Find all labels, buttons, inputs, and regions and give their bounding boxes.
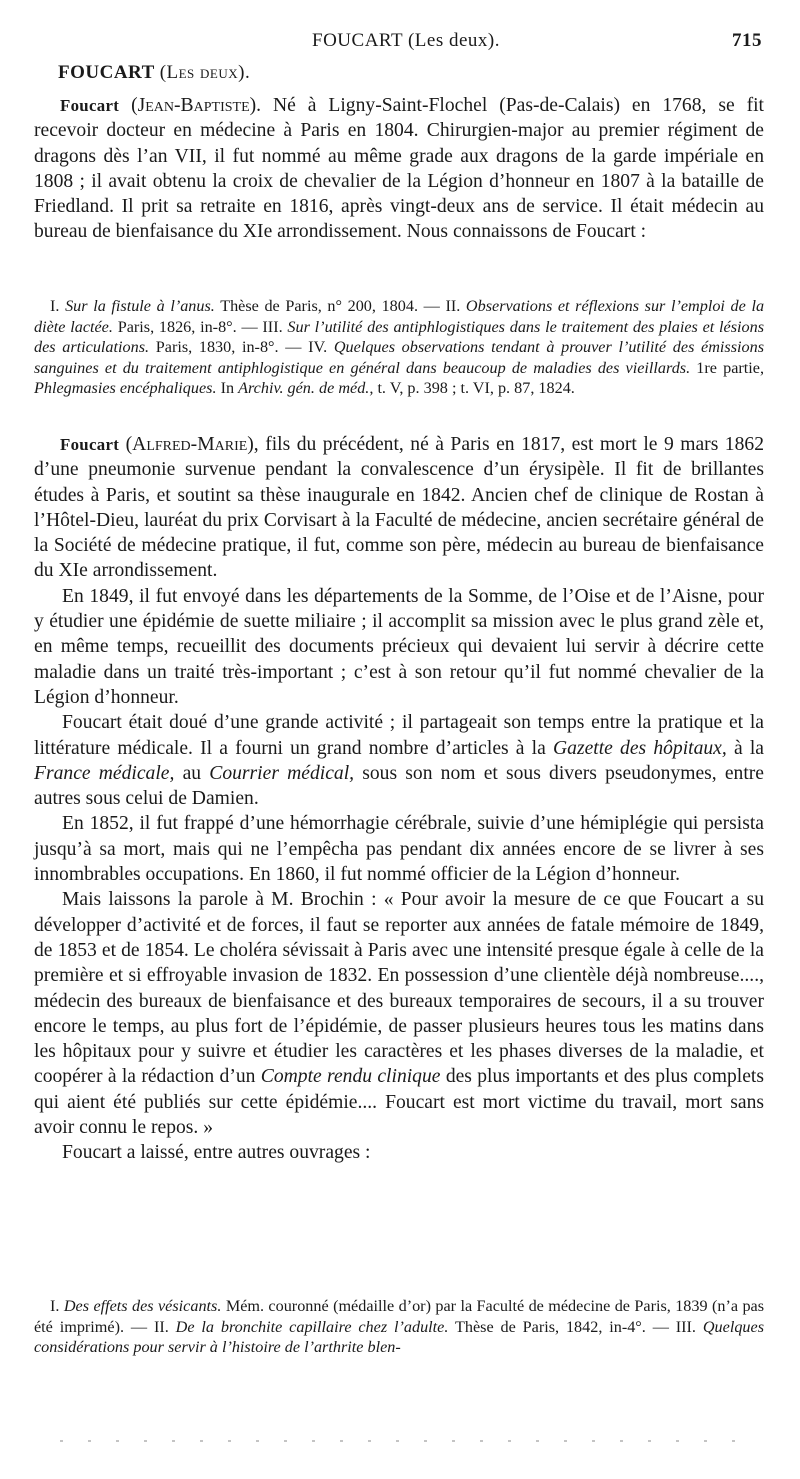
paragraph-1 (34, 432, 764, 584)
work-title: Sur l’utilité des antiphlogistiques dans le traitement des plaies et lésions des articulations. (34, 317, 765, 356)
work-publication: Mém. couronné (médaille d’or) par la Faculté de médecine de Paris, 1839 (n’a pas été imprimé). — (34, 1297, 765, 1336)
journal-gazette: Gazette des hôpitaux, (553, 737, 727, 759)
compte-rendu-title: Compte rendu clinique (260, 1066, 441, 1088)
work-title: De la bronchite capillaire chez l’adulte. (175, 1317, 449, 1336)
work-volume: t. V, p. 398 ; t. VI, p. 87, 1824. (377, 379, 575, 397)
entry-given-name: (Alfred-Marie), (125, 434, 259, 455)
work-publication: Paris, 1826, in-8°. — (117, 317, 258, 336)
section-title-sub: (Les deux). (159, 62, 251, 83)
bleed-through-marks (60, 1440, 760, 1442)
paragraph-2: En 1849, il fut envoyé dans les départements de la Somme, de l’Oise et de l’Aisne, pour y étudier une épidémie de suette miliaire ; il accomplit sa mission avec le plus grand zèle et, en même temps, recueillit des documents précieux qui devaient lui servir à décrire cette maladie dans un traité très-important ; c’est à son retour qu’il fut nommé chevalier de la Légion d’honneur. (34, 585, 764, 708)
journal-france: France médicale, (34, 762, 175, 784)
work-title: Quelques considérations pour servir à l’histoire de l’arthrite blen- (34, 1317, 764, 1356)
paragraph-3-part: à la (733, 737, 764, 759)
section-title (58, 62, 250, 84)
page-number: 715 (732, 30, 762, 51)
paragraph-3 (34, 710, 764, 811)
section-title-main: FOUCART (58, 62, 155, 83)
work-number: IV. (308, 338, 328, 356)
paragraph-4: En 1852, il fut frappé d’une hémorrhagie cérébrale, suivie d’une hémiplégie qui persista jusqu’à sa mort, mais qui ne l’empêcha pas pendant dix années encore de se livrer à ses innombrables occupations. En 1860, il fut nommé officier de la Légion d’honneur. (34, 813, 764, 886)
work-number: II. (153, 1317, 169, 1336)
entry-jean-baptiste-text (34, 93, 764, 245)
work-number: II. (445, 297, 461, 315)
entry-body: Né à Ligny-Saint-Flochel (Pas-de-Calais) en 1768, se fit recevoir docteur en médecine à Paris en 1804. Chirurgien-major au premier régiment de dragons dès l’an VII, il fut nommé au même grade aux dragons de la garde impériale en 1808 ; il avait obtenu la croix de chevalier de la Légion d’honneur en 1807 à la bataille de Friedland. Il prit sa retraite en 1816, après vingt-deux ans de service. Il était médecin au bureau de bienfaisance du XIe arrondissement. Nous connaissons de Foucart : (34, 95, 765, 243)
work-publication: Thèse de Paris, 1842, in-4°. — (454, 1317, 669, 1336)
paragraph-3-part: Foucart était doué d’une grande activité ; il partageait son temps entre la pratique et la littérature médicale. Il a fourni un grand nombre d’articles à la (34, 712, 764, 759)
running-head-title: FOUCART (Les deux). (312, 30, 500, 51)
paragraph-5 (34, 887, 764, 1140)
journal-courrier: Courrier médical, (209, 762, 355, 784)
work-title: Quelques observations tendant à prouver l’utilité des émissions sanguines et du traitement antiphlogistique en général dans beaucoup de maladies des vieillards. (34, 338, 765, 377)
work-subtitle: Phlegmasies encéphaliques. (34, 379, 217, 397)
bibliography-jean-baptiste (34, 296, 764, 399)
entry-body: fils du précédent, né à Paris en 1817, est mort le 9 mars 1862 d’une pneumonie survenue pendant la convalescence d’un érysipèle. Il fit de brillantes études à Paris, et soutint sa thèse inaugurale en 1842. Ancien chef de clinique de Rostan à l’Hôtel-Dieu, lauréat du prix Corvisart à la Faculté de médecine, ancien secrétaire général de la Société de médecine pratique, il fut, comme son père, médecin au bureau de bienfaisance du XIe arrondissement. (34, 434, 764, 582)
paragraph-6: Foucart a laissé, entre autres ouvrages : (62, 1142, 371, 1164)
entry-given-name: (Jean-Baptiste). (131, 95, 262, 116)
entry-jean-baptiste (34, 93, 764, 245)
work-in: In (220, 379, 235, 397)
paragraph-3-part: sous son nom et sous divers pseudonymes, entre autres sous celui de Damien. (34, 762, 765, 810)
work-title: Observations et réflexions sur l’emploi de la diète lactée. (34, 297, 765, 336)
work-number: III. (675, 1317, 696, 1336)
entry-alfred-marie (34, 432, 764, 1166)
entry-name: Foucart (60, 96, 120, 115)
work-number: I. (50, 297, 60, 315)
work-publication: Paris, 1830, in-8°. — (155, 338, 302, 356)
entry-name: Foucart (60, 435, 120, 454)
bibliography-alfred-marie (34, 1296, 764, 1358)
work-title: Sur la fistule à l’anus. (65, 297, 215, 315)
work-journal: Archiv. gén. de méd., (238, 379, 374, 397)
work-publication: Thèse de Paris, n° 200, 1804. — (220, 297, 440, 315)
bibliography-text (34, 1296, 764, 1358)
running-head (50, 30, 762, 56)
work-number: III. (262, 317, 283, 336)
paragraph-5-part: des plus importants et des plus complets qui aient été publiés sur cette épidémie.... Foucart est mort victime du travail, mort sans avoir connu le repos. » (34, 1066, 764, 1139)
work-title: Des effets des vésicants. (63, 1297, 222, 1315)
bibliography-text (34, 296, 764, 399)
paragraph-5-part: Mais laissons la parole à M. Brochin : « Pour avoir la mesure de ce que Foucart a su développer d’activité et de forces, il faut se reporter aux années de fatale mémoire de 1849, de 1853 et de 1854. Le choléra sévissait à Paris avec une intensité presque égale à celle de la première et si effroyable invasion de 1832. En possession d’une clientèle déjà nombreuse...., médecin des bureaux de bienfaisance et des bureaux temporaires de secours, il a su trouver encore le temps, au plus fort de l’épidémie, de passer plusieurs heures tous les matins dans les hôpitaux pour y suivre et étudier les caractères et les phases diverses de la maladie, et coopérer à la rédaction d’un (34, 889, 764, 1088)
paragraph-3-part: au (182, 762, 202, 784)
work-number: I. (50, 1297, 60, 1315)
work-publication: 1re partie, (696, 358, 764, 377)
